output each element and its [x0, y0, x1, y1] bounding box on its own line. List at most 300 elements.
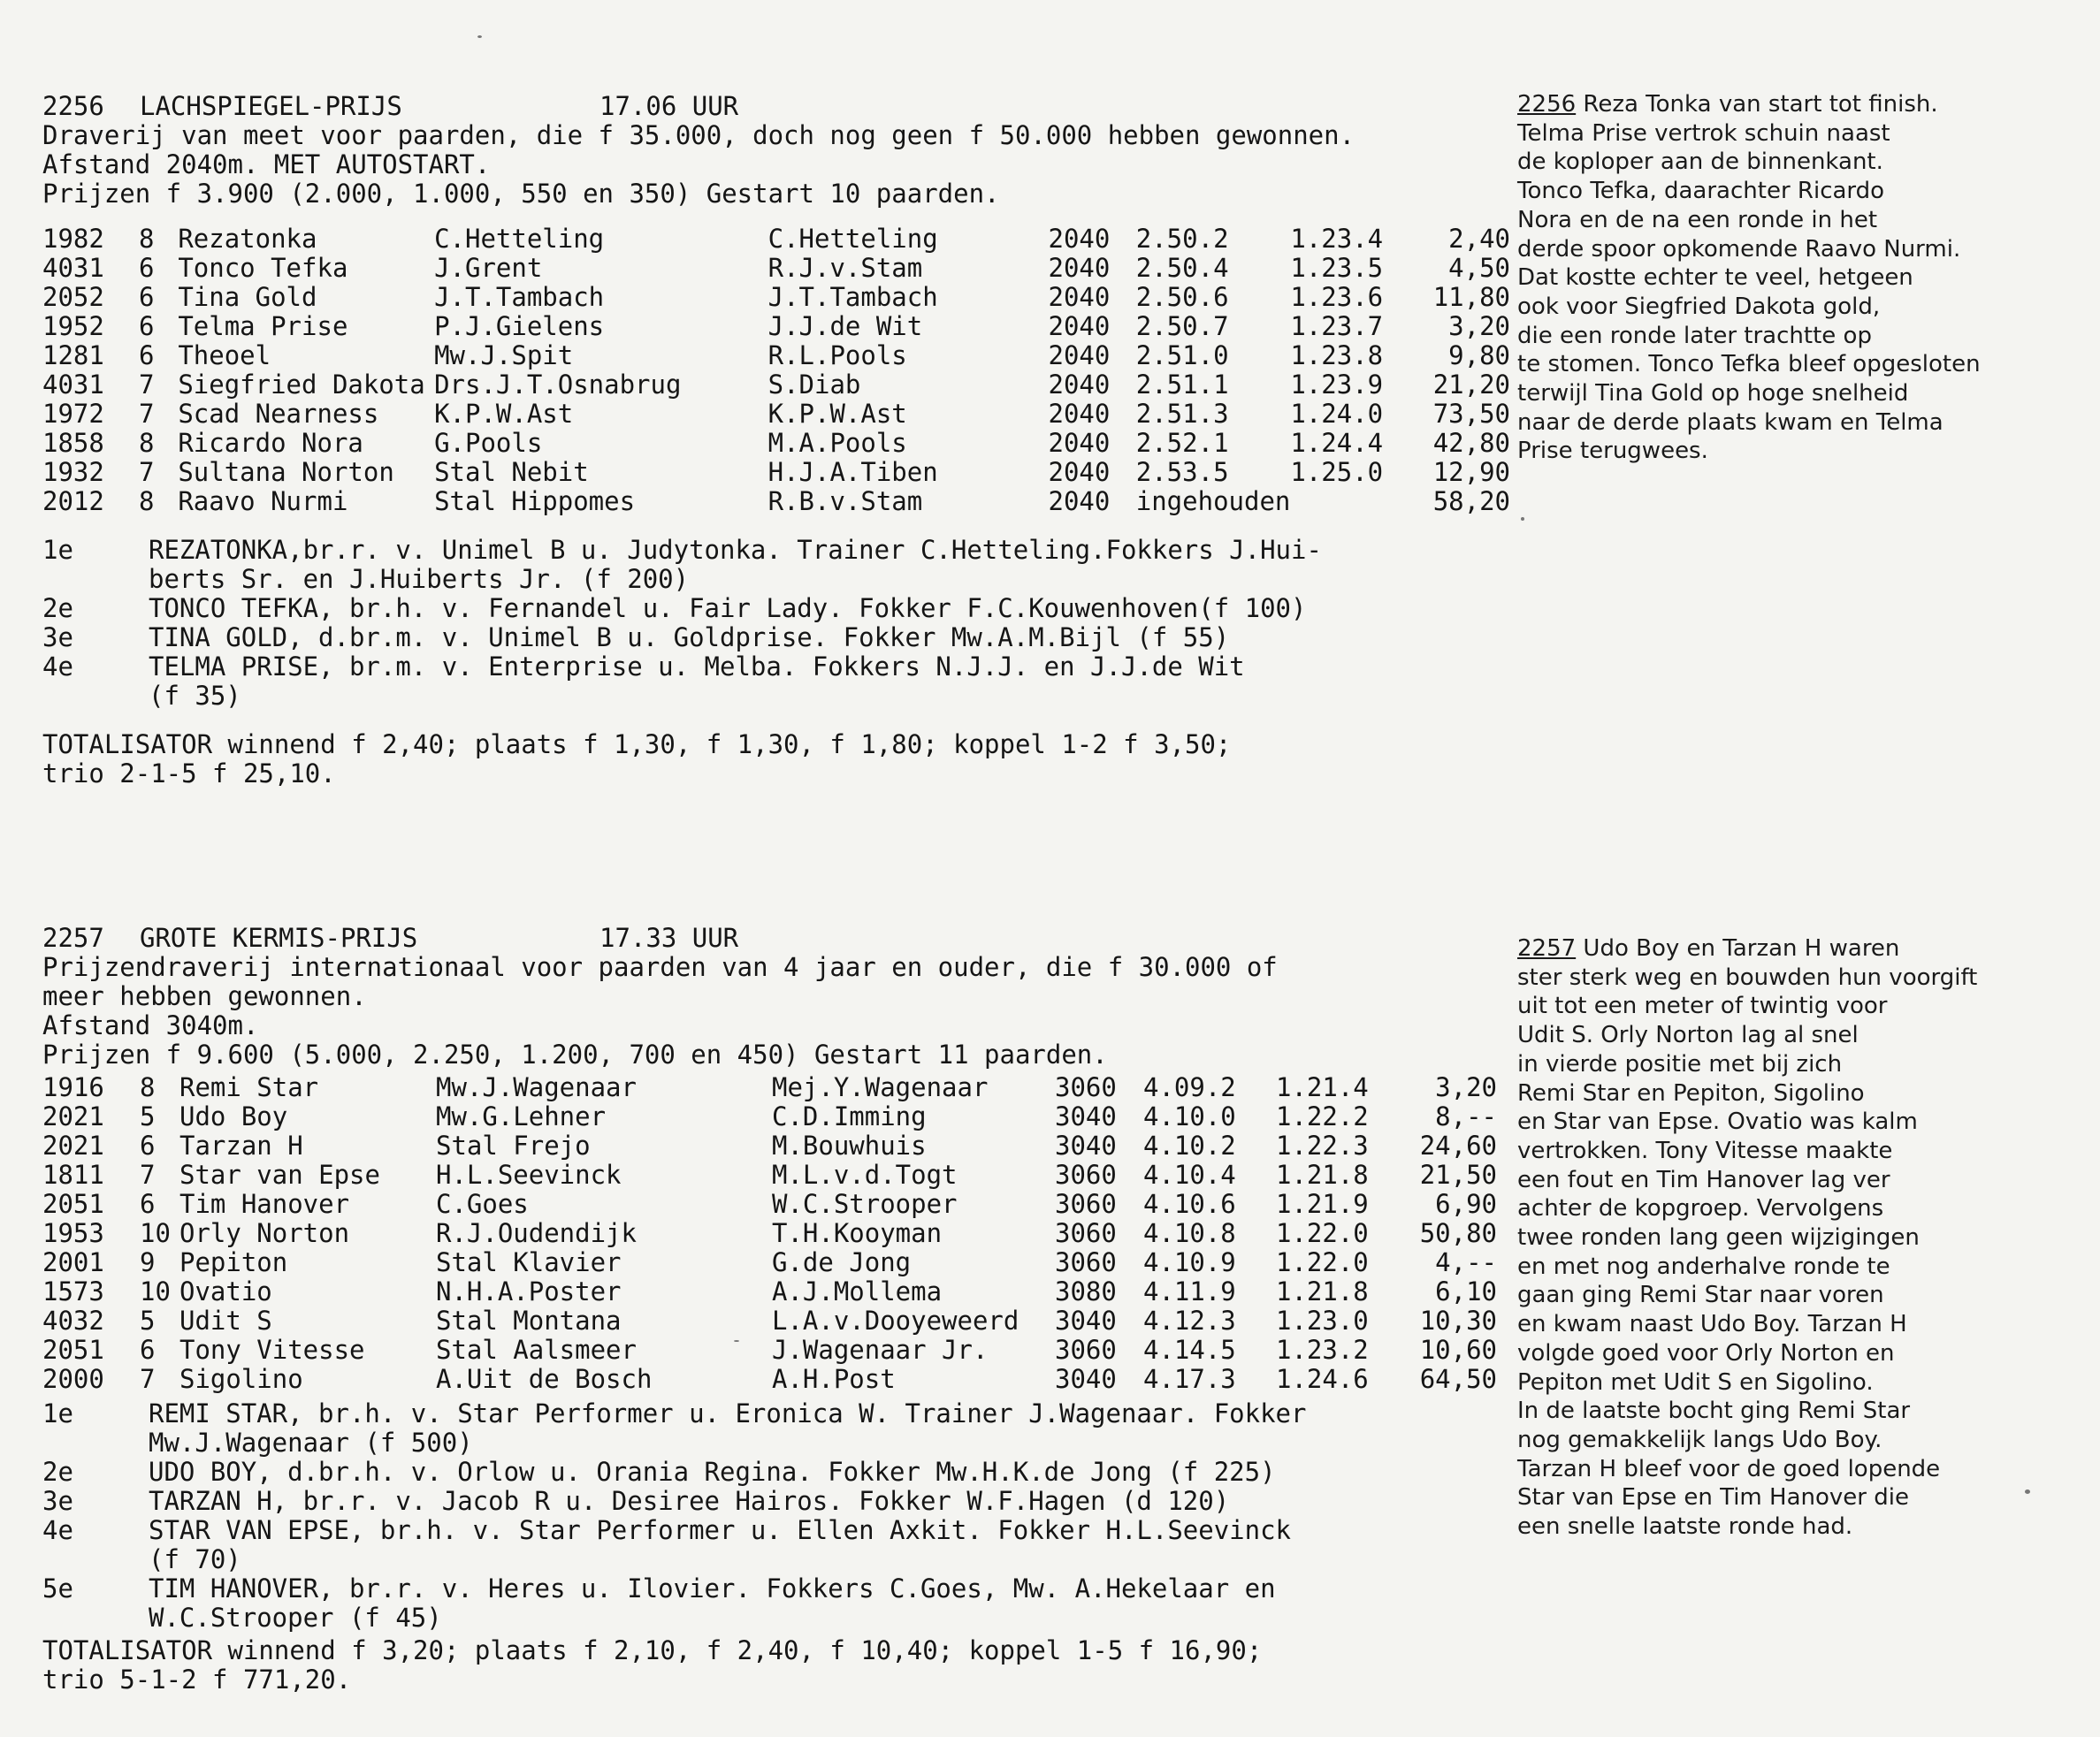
comment-line: vertrokken. Tony Vitesse maakte	[1517, 1137, 1893, 1164]
result-reg: 2052	[42, 282, 104, 312]
comment-race-ref: 2256	[1517, 91, 1577, 118]
comment-first-line: Udo Boy en Tarzan H waren	[1576, 935, 1900, 962]
result-age: 6	[140, 1131, 156, 1161]
result-odds: 9,80	[1448, 340, 1510, 370]
result-time: 4.10.0	[1143, 1101, 1236, 1131]
race-2257	[42, 924, 1510, 1695]
result-row	[42, 1219, 1497, 1248]
result-km: 1.24.6	[1276, 1364, 1369, 1394]
result-time: 2.50.4	[1135, 253, 1229, 283]
result-horse: Sultana Norton	[178, 457, 394, 487]
placing-position: 4e	[42, 651, 73, 682]
result-age: 6	[139, 340, 155, 370]
result-dist: 2040	[1048, 311, 1111, 341]
result-horse: Tony Vitesse	[179, 1335, 365, 1365]
placing-position: 2e	[42, 1457, 73, 1487]
result-trainer: Mej.Y.Wagenaar	[772, 1072, 989, 1102]
result-odds: 42,80	[1432, 428, 1510, 458]
result-time: 4.17.3	[1143, 1364, 1236, 1394]
result-dist: 2040	[1048, 224, 1111, 254]
placing-position: 5e	[42, 1573, 73, 1604]
placing-entry	[42, 1458, 1510, 1487]
race-conditions: Prijzendraverij internationaal voor paarden van 4 jaar en ouder, die f 30.000 of	[42, 952, 1278, 982]
comment-line: uit tot een meter of twintig voor	[1517, 993, 1888, 1020]
result-odds: 8,--	[1435, 1101, 1497, 1131]
result-dist: 2040	[1048, 369, 1111, 400]
comment-line: terwijl Tina Gold op hoge snelheid	[1517, 380, 1909, 408]
comment-line: volgde goed voor Orly Norton en	[1517, 1339, 1895, 1367]
result-horse: Orly Norton	[179, 1218, 350, 1248]
result-reg: 2012	[42, 486, 104, 516]
result-horse: Remi Star	[179, 1072, 319, 1102]
result-horse: Telma Prise	[178, 311, 348, 341]
result-row	[42, 1307, 1497, 1336]
result-km: 1.22.3	[1276, 1131, 1369, 1161]
race-title: LACHSPIEGEL-PRIJS	[140, 91, 402, 121]
result-row	[42, 1365, 1497, 1394]
result-trainer: C.Hetteling	[767, 224, 938, 254]
result-odds: 6,10	[1435, 1276, 1497, 1307]
result-row	[42, 283, 1510, 312]
comment-line: en kwam naast Udo Boy. Tarzan H	[1517, 1311, 1907, 1338]
result-trainer: T.H.Kooyman	[772, 1218, 943, 1248]
comment-line: Pepiton met Udit S en Sigolino.	[1517, 1368, 1874, 1396]
result-reg: 1811	[42, 1160, 104, 1190]
race-prizes: Prijzen f 3.900 (2.000, 1.000, 550 en 350) Gestart 10 paarden.	[42, 179, 1000, 209]
result-reg: 2021	[42, 1131, 104, 1161]
result-reg: 2021	[42, 1101, 104, 1131]
result-dist: 3060	[1055, 1072, 1117, 1102]
placing-description: UDO BOY, d.br.h. v. Orlow u. Orania Regina. Fokker Mw.H.K.de Jong (f 225)	[149, 1457, 1276, 1487]
placing-position: 1e	[42, 1398, 73, 1428]
result-km: 1.23.6	[1290, 282, 1384, 312]
totalisator	[42, 1636, 1510, 1695]
result-reg: 4031	[42, 369, 104, 400]
result-row	[42, 254, 1510, 283]
result-dist: 3040	[1055, 1306, 1117, 1336]
result-time: 4.10.4	[1143, 1160, 1236, 1190]
result-km: 1.21.9	[1276, 1189, 1369, 1219]
comment-line: die een ronde later trachtte op	[1517, 322, 1872, 349]
race-title: GROTE KERMIS-PRIJS	[140, 923, 418, 953]
result-odds: 11,80	[1432, 282, 1510, 312]
scan-speck	[1521, 517, 1524, 521]
result-driver: Mw.G.Lehner	[436, 1101, 607, 1131]
result-driver: Stal Hippomes	[434, 486, 636, 516]
result-reg: 4032	[42, 1306, 104, 1336]
result-time: 2.50.7	[1135, 311, 1229, 341]
result-trainer: H.J.A.Tiben	[767, 457, 938, 487]
comment-line: gaan ging Remi Star naar voren	[1517, 1282, 1884, 1309]
result-dist: 2040	[1048, 253, 1111, 283]
placing-description: TONCO TEFKA, br.h. v. Fernandel u. Fair Lady. Fokker F.C.Kouwenhoven(f 100)	[149, 593, 1307, 623]
placing-entry	[42, 1487, 1510, 1516]
result-trainer: M.A.Pools	[767, 428, 907, 458]
result-row	[42, 429, 1510, 458]
result-dist: 2040	[1048, 457, 1111, 487]
result-driver: Mw.J.Spit	[434, 340, 574, 370]
placing-position: 3e	[42, 1486, 73, 1516]
result-trainer: M.L.v.d.Togt	[772, 1160, 958, 1190]
comment-line: ook voor Siegfried Dakota gold,	[1517, 293, 1881, 320]
race-comment-2257	[1517, 934, 2083, 1542]
result-age: 6	[140, 1335, 156, 1365]
comment-line: naar de derde plaats kwam en Telma	[1517, 408, 1943, 436]
result-dist: 3040	[1055, 1101, 1117, 1131]
comment-line: nog gemakkelijk langs Udo Boy.	[1517, 1426, 1882, 1453]
comment-line: te stomen. Tonco Tefka bleef opgesloten	[1517, 351, 1981, 378]
result-horse: Sigolino	[179, 1364, 303, 1394]
placing-entry	[42, 652, 1510, 711]
result-odds: 10,60	[1419, 1335, 1497, 1365]
result-reg: 1972	[42, 399, 104, 429]
comment-line: Udit S. Orly Norton lag al snel	[1517, 1022, 1859, 1049]
result-row	[42, 458, 1510, 487]
comment-line: de koploper aan de binnenkant.	[1517, 149, 1883, 176]
result-dist: 3060	[1055, 1335, 1117, 1365]
result-time: 4.12.3	[1143, 1306, 1236, 1336]
result-time: 2.51.0	[1135, 340, 1229, 370]
result-dist: 3040	[1055, 1131, 1117, 1161]
race-comment-2256	[1517, 90, 2083, 466]
comment-line: en met nog anderhalve ronde te	[1517, 1253, 1890, 1280]
result-row	[42, 1190, 1497, 1219]
totalisator	[42, 730, 1510, 789]
result-horse: Ricardo Nora	[178, 428, 363, 458]
result-horse: Tina Gold	[178, 282, 317, 312]
result-row	[42, 1277, 1497, 1307]
result-km: 1.23.5	[1290, 253, 1384, 283]
result-odds: 12,90	[1432, 457, 1510, 487]
result-km: 1.24.4	[1290, 428, 1384, 458]
placing-entry	[42, 1574, 1510, 1633]
result-driver: Stal Montana	[436, 1306, 622, 1336]
result-trainer: L.A.v.Dooyeweerd	[772, 1306, 1019, 1336]
result-driver: H.L.Seevinck	[436, 1160, 622, 1190]
results-table	[42, 1073, 1497, 1394]
result-time: 4.09.2	[1143, 1072, 1236, 1102]
result-time: 2.51.3	[1135, 399, 1229, 429]
result-row	[42, 225, 1510, 254]
result-age: 7	[139, 457, 155, 487]
result-km: 1.24.0	[1290, 399, 1384, 429]
result-age: 9	[140, 1247, 156, 1277]
result-trainer: K.P.W.Ast	[767, 399, 907, 429]
result-odds: 3,20	[1435, 1072, 1497, 1102]
totalisator-line: trio 2-1-5 f 25,10.	[42, 758, 336, 789]
result-reg: 2051	[42, 1189, 104, 1219]
result-odds: 73,50	[1432, 399, 1510, 429]
result-odds: 3,20	[1448, 311, 1510, 341]
result-driver: G.Pools	[434, 428, 543, 458]
result-reg: 1858	[42, 428, 104, 458]
result-odds: 50,80	[1419, 1218, 1497, 1248]
comment-race-ref: 2257	[1517, 935, 1577, 962]
totalisator-line: trio 5-1-2 f 771,20.	[42, 1665, 352, 1695]
result-trainer: A.H.Post	[772, 1364, 896, 1394]
result-time: ingehouden	[1135, 486, 1291, 516]
scan-speck	[477, 35, 482, 38]
result-dist: 2040	[1048, 486, 1111, 516]
placing-description: TELMA PRISE, br.m. v. Enterprise u. Melba. Fokkers N.J.J. en J.J.de Wit (f 35)	[149, 651, 1245, 711]
comment-line: Nora en de na een ronde in het	[1517, 206, 1878, 233]
totalisator-line: TOTALISATOR winnend f 2,40; plaats f 1,30, f 1,30, f 1,80; koppel 1-2 f 3,50;	[42, 729, 1232, 759]
result-trainer: G.de Jong	[772, 1247, 912, 1277]
result-age: 10	[140, 1218, 171, 1248]
comment-line: en Star van Epse. Ovatio was kalm	[1517, 1108, 1918, 1136]
result-km: 1.22.2	[1276, 1101, 1369, 1131]
comment-line: Star van Epse en Tim Hanover die	[1517, 1484, 1909, 1512]
race-header	[42, 924, 1510, 953]
result-odds: 21,50	[1419, 1160, 1497, 1190]
result-dist: 2040	[1048, 282, 1111, 312]
comment-line: Tonco Tefka, daarachter Ricardo	[1517, 178, 1885, 205]
result-time: 4.10.2	[1143, 1131, 1236, 1161]
placing-entry	[42, 594, 1510, 623]
result-dist: 3060	[1055, 1160, 1117, 1190]
result-driver: Stal Klavier	[436, 1247, 622, 1277]
result-dist: 3040	[1055, 1364, 1117, 1394]
result-driver: J.T.Tambach	[434, 282, 605, 312]
placings	[42, 536, 1510, 711]
result-age: 5	[140, 1306, 156, 1336]
result-reg: 2001	[42, 1247, 104, 1277]
result-km: 1.23.7	[1290, 311, 1384, 341]
comment-line: twee ronden lang geen wijzigingen	[1517, 1224, 1920, 1252]
result-trainer: R.L.Pools	[767, 340, 907, 370]
placing-entry	[42, 623, 1510, 652]
totalisator-line: TOTALISATOR winnend f 3,20; plaats f 2,10, f 2,40, f 10,40; koppel 1-5 f 16,90;	[42, 1635, 1263, 1665]
result-row	[42, 1102, 1497, 1131]
result-trainer: A.J.Mollema	[772, 1276, 943, 1307]
race-time: 17.06 UUR	[599, 91, 739, 121]
result-age: 6	[140, 1189, 156, 1219]
placing-description: TIM HANOVER, br.r. v. Heres u. Ilovier. Fokkers C.Goes, Mw. A.Hekelaar en W.C.Strooper (f 45)	[149, 1573, 1276, 1633]
placing-entry	[42, 1399, 1510, 1458]
result-driver: C.Goes	[436, 1189, 529, 1219]
result-age: 7	[140, 1364, 156, 1394]
result-driver: A.Uit de Bosch	[436, 1364, 653, 1394]
placing-description: REZATONKA,br.r. v. Unimel B u. Judytonka. Trainer C.Hetteling.Fokkers J.Hui- berts Sr. en J.Huiberts Jr. (f 200)	[149, 535, 1322, 594]
result-horse: Pepiton	[179, 1247, 288, 1277]
result-age: 7	[139, 399, 155, 429]
result-age: 6	[139, 282, 155, 312]
result-odds: 4,--	[1435, 1247, 1497, 1277]
result-horse: Siegfried Dakota	[178, 369, 425, 400]
comment-line: Prise terugwees.	[1517, 438, 1708, 465]
result-horse: Theoel	[178, 340, 271, 370]
race-number: 2257	[42, 923, 104, 953]
scan-speck	[2025, 1489, 2030, 1494]
result-trainer: J.J.de Wit	[767, 311, 923, 341]
result-km: 1.25.0	[1290, 457, 1384, 487]
placing-position: 1e	[42, 535, 73, 565]
result-km: 1.22.0	[1276, 1247, 1369, 1277]
result-age: 8	[139, 486, 155, 516]
result-time: 2.52.1	[1135, 428, 1229, 458]
result-dist: 3060	[1055, 1247, 1117, 1277]
result-row	[42, 1161, 1497, 1190]
result-dist: 3080	[1055, 1276, 1117, 1307]
race-prizes: Prijzen f 9.600 (5.000, 2.250, 1.200, 700 en 450) Gestart 11 paarden.	[42, 1040, 1108, 1070]
result-trainer: W.C.Strooper	[772, 1189, 958, 1219]
result-km: 1.21.8	[1276, 1276, 1369, 1307]
result-trainer: R.B.v.Stam	[767, 486, 923, 516]
race-header	[42, 92, 1510, 121]
result-time: 4.11.9	[1143, 1276, 1236, 1307]
result-row	[42, 312, 1510, 341]
result-km: 1.23.8	[1290, 340, 1384, 370]
result-row	[42, 1131, 1497, 1161]
result-driver: Mw.J.Wagenaar	[436, 1072, 637, 1102]
scan-speck	[734, 1340, 739, 1342]
result-driver: R.J.Oudendijk	[436, 1218, 637, 1248]
result-dist: 3060	[1055, 1218, 1117, 1248]
result-time: 2.50.6	[1135, 282, 1229, 312]
race-conditions-cont: meer hebben gewonnen.	[42, 981, 367, 1011]
result-time: 2.50.2	[1135, 224, 1229, 254]
result-age: 7	[140, 1160, 156, 1190]
result-horse: Udit S	[179, 1306, 272, 1336]
comment-line: een snelle laatste ronde had.	[1517, 1513, 1853, 1541]
result-trainer: J.T.Tambach	[767, 282, 938, 312]
result-km: 1.23.0	[1276, 1306, 1369, 1336]
result-trainer: M.Bouwhuis	[772, 1131, 927, 1161]
result-time: 2.53.5	[1135, 457, 1229, 487]
result-km: 1.23.9	[1290, 369, 1384, 400]
result-age: 6	[139, 253, 155, 283]
result-dist: 2040	[1048, 428, 1111, 458]
result-km: 1.23.2	[1276, 1335, 1369, 1365]
comment-line: Tarzan H bleef voor de goed lopende	[1517, 1455, 1941, 1482]
result-driver: C.Hetteling	[434, 224, 605, 254]
result-odds: 24,60	[1419, 1131, 1497, 1161]
result-reg: 1281	[42, 340, 104, 370]
result-time: 4.14.5	[1143, 1335, 1236, 1365]
result-row	[42, 1248, 1497, 1277]
result-km: 1.23.4	[1290, 224, 1384, 254]
result-horse: Tarzan H	[179, 1131, 303, 1161]
result-dist: 2040	[1048, 399, 1111, 429]
placing-position: 4e	[42, 1515, 73, 1545]
result-reg: 1916	[42, 1072, 104, 1102]
placing-description: TINA GOLD, d.br.m. v. Unimel B u. Goldprise. Fokker Mw.A.M.Bijl (f 55)	[149, 622, 1230, 652]
result-horse: Ovatio	[179, 1276, 272, 1307]
result-row	[42, 487, 1510, 516]
comment-line: een fout en Tim Hanover lag ver	[1517, 1166, 1890, 1193]
result-driver: Stal Nebit	[434, 457, 589, 487]
placing-position: 2e	[42, 593, 73, 623]
comment-line: achter de kopgroep. Vervolgens	[1517, 1195, 1884, 1223]
race-number: 2256	[42, 91, 104, 121]
comment-line: in vierde positie met bij zich	[1517, 1050, 1843, 1078]
result-horse: Tonco Tefka	[178, 253, 348, 283]
result-driver: Stal Aalsmeer	[436, 1335, 637, 1365]
placing-position: 3e	[42, 622, 73, 652]
result-age: 8	[139, 224, 155, 254]
result-odds: 58,20	[1432, 486, 1510, 516]
result-time: 4.10.6	[1143, 1189, 1236, 1219]
comment-line: ster sterk weg en bouwden hun voorgift	[1517, 964, 1978, 991]
result-trainer: S.Diab	[767, 369, 861, 400]
result-horse: Tim Hanover	[179, 1189, 350, 1219]
result-age: 6	[139, 311, 155, 341]
result-row	[42, 1073, 1497, 1102]
race-conditions: Draverij van meet voor paarden, die f 35.000, doch nog geen f 50.000 hebben gewonnen.	[42, 120, 1355, 150]
result-age: 5	[140, 1101, 156, 1131]
result-trainer: J.Wagenaar Jr.	[772, 1335, 989, 1365]
result-reg: 1573	[42, 1276, 104, 1307]
result-reg: 4031	[42, 253, 104, 283]
comment-line: Telma Prise vertrok schuin naast	[1517, 119, 1890, 147]
race-distance: Afstand 3040m.	[42, 1010, 259, 1040]
result-age: 8	[140, 1072, 156, 1102]
comment-first-line: Reza Tonka van start tot finish.	[1576, 91, 1938, 118]
result-trainer: C.D.Imming	[772, 1101, 927, 1131]
race-2256	[42, 92, 1510, 789]
result-row	[42, 1336, 1497, 1365]
result-dist: 3060	[1055, 1189, 1117, 1219]
placings	[42, 1399, 1510, 1633]
result-reg: 2000	[42, 1364, 104, 1394]
placing-description: TARZAN H, br.r. v. Jacob R u. Desiree Hairos. Fokker W.F.Hagen (d 120)	[149, 1486, 1230, 1516]
result-reg: 1932	[42, 457, 104, 487]
result-age: 10	[140, 1276, 171, 1307]
result-odds: 6,90	[1435, 1189, 1497, 1219]
result-driver: N.H.A.Poster	[436, 1276, 622, 1307]
result-km: 1.21.4	[1276, 1072, 1369, 1102]
result-reg: 1952	[42, 311, 104, 341]
result-horse: Scad Nearness	[178, 399, 379, 429]
result-odds: 10,30	[1419, 1306, 1497, 1336]
result-driver: Drs.J.T.Osnabrug	[434, 369, 682, 400]
result-odds: 21,20	[1432, 369, 1510, 400]
result-row	[42, 400, 1510, 429]
placing-entry	[42, 1516, 1510, 1574]
result-odds: 2,40	[1448, 224, 1510, 254]
result-time: 2.51.1	[1135, 369, 1229, 400]
result-horse: Udo Boy	[179, 1101, 288, 1131]
result-driver: K.P.W.Ast	[434, 399, 574, 429]
result-driver: P.J.Gielens	[434, 311, 605, 341]
results-table	[42, 225, 1510, 516]
race-distance: Afstand 2040m. MET AUTOSTART.	[42, 149, 491, 179]
race-time: 17.33 UUR	[599, 923, 739, 953]
result-row	[42, 341, 1510, 370]
placing-description: REMI STAR, br.h. v. Star Performer u. Eronica W. Trainer J.Wagenaar. Fokker Mw.J.Wagenaar (f 500)	[149, 1398, 1307, 1458]
result-trainer: R.J.v.Stam	[767, 253, 923, 283]
comment-line: Dat kostte echter te veel, hetgeen	[1517, 264, 1913, 292]
result-driver: J.Grent	[434, 253, 543, 283]
result-time: 4.10.8	[1143, 1218, 1236, 1248]
result-reg: 2051	[42, 1335, 104, 1365]
result-age: 8	[139, 428, 155, 458]
result-km	[1290, 487, 1404, 516]
result-row	[42, 370, 1510, 400]
placing-description: STAR VAN EPSE, br.h. v. Star Performer u. Ellen Axkit. Fokker H.L.Seevinck (f 70)	[149, 1515, 1292, 1574]
result-reg: 1953	[42, 1218, 104, 1248]
result-horse: Rezatonka	[178, 224, 317, 254]
comment-line: In de laatste bocht ging Remi Star	[1517, 1398, 1911, 1425]
result-odds: 4,50	[1448, 253, 1510, 283]
result-time: 4.10.9	[1143, 1247, 1236, 1277]
comment-line: derde spoor opkomende Raavo Nurmi.	[1517, 235, 1961, 263]
result-km: 1.22.0	[1276, 1218, 1369, 1248]
result-reg: 1982	[42, 224, 104, 254]
result-driver: Stal Frejo	[436, 1131, 591, 1161]
result-odds: 64,50	[1419, 1364, 1497, 1394]
comment-line: Remi Star en Pepiton, Sigolino	[1517, 1079, 1865, 1107]
